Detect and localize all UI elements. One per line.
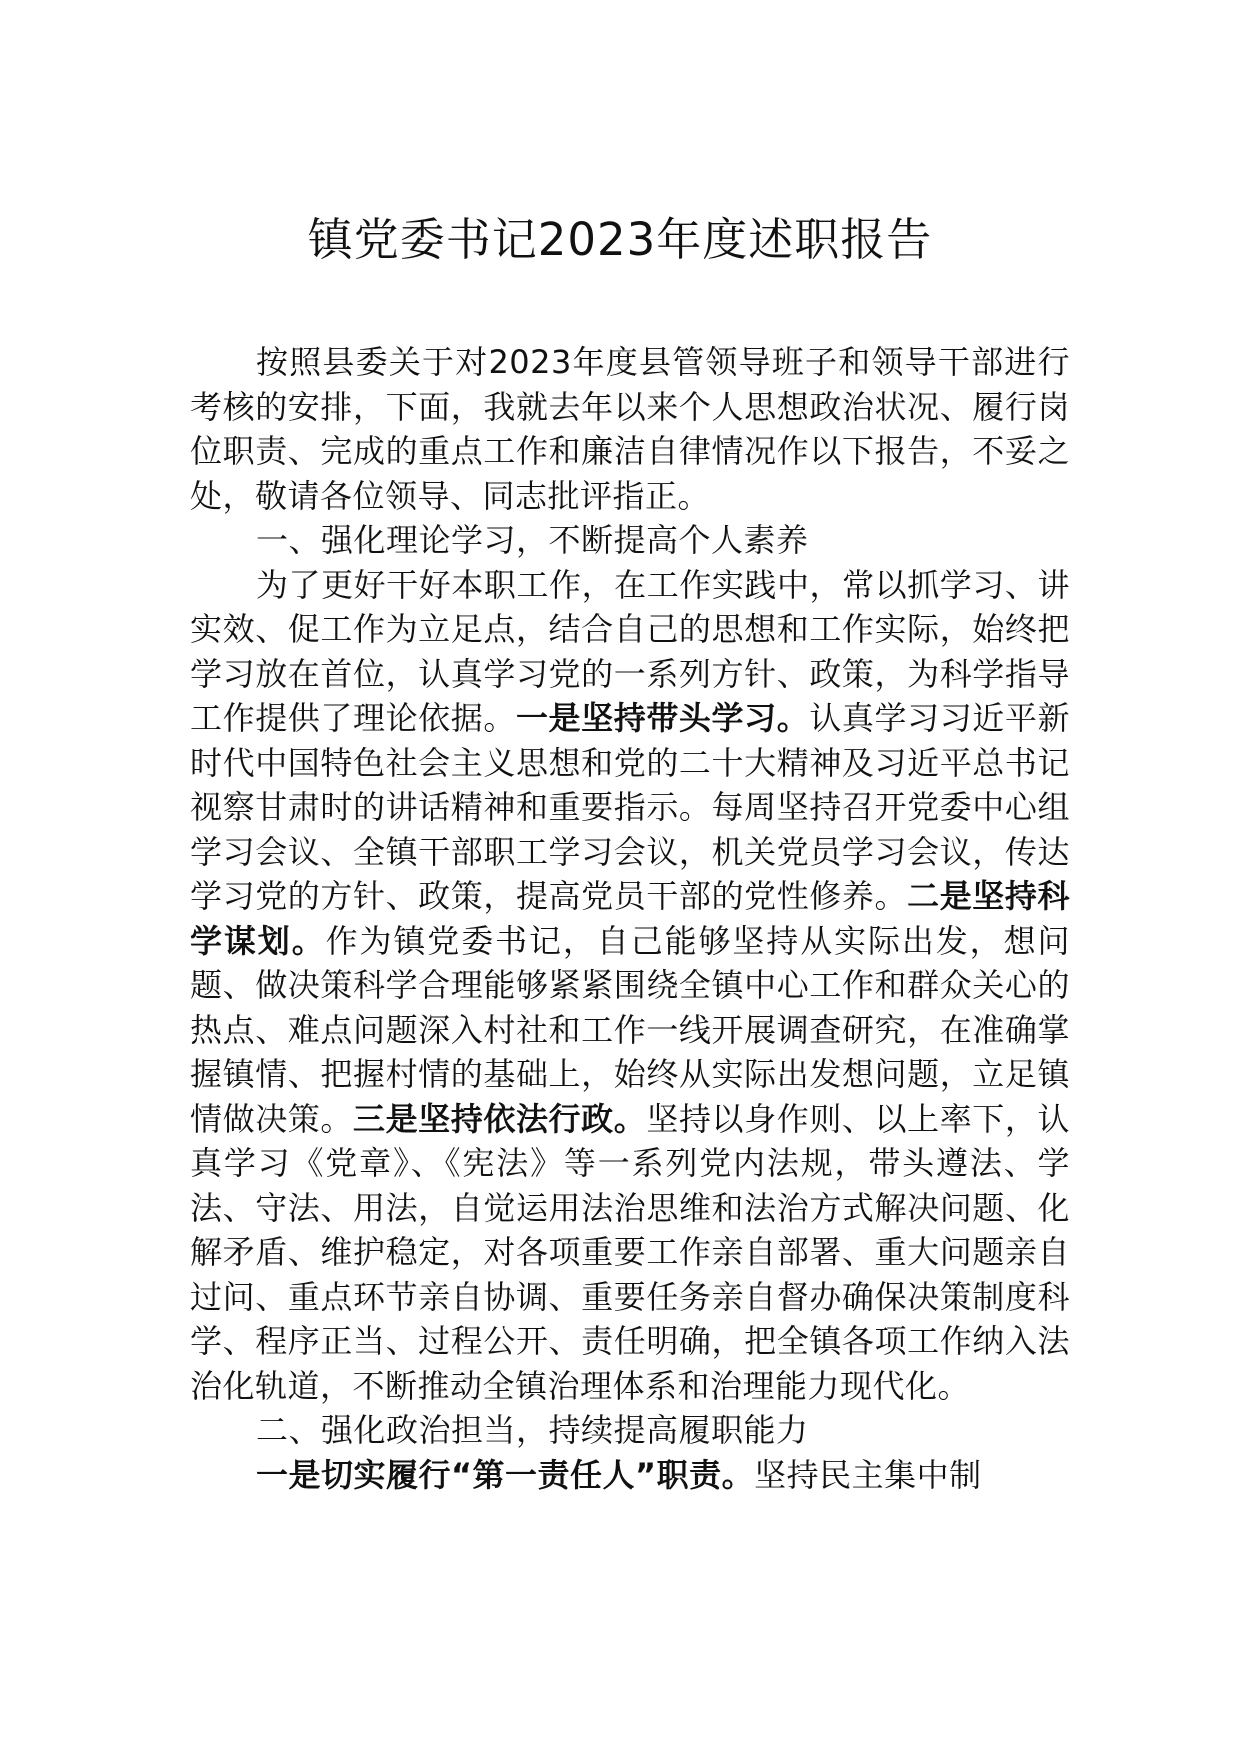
document-body xyxy=(190,340,1070,1497)
point-3-bold: 三是坚持依法行政。 xyxy=(352,1099,647,1138)
point-2-bold: 二是坚持科学谋划。 xyxy=(190,877,1070,960)
section-2-paragraph xyxy=(190,1453,1070,1498)
point-2-text: 作为镇党委书记，自己能够坚持从实际出发，想问题、做决策科学合理能够紧紧围绕全镇中心工作和群众关心的热点、难点问题深入村社和工作一线开展调查研究，在准确掌握镇情、把握村情的基础上，始终从实际出发想问题，立足镇情做决策。 xyxy=(190,921,1070,1138)
point-1-text: 认真学习习近平新时代中国特色社会主义思想和党的二十大精神及习近平总书记视察甘肃时的讲话精神和重要指示。每周坚持召开党委中心组学习会议、全镇干部职工学习会议，机关党员学习会议，传达学习党的方针、政策，提高党员干部的党性修养。 xyxy=(190,699,1070,915)
opening-paragraph: 按照县委关于对2023年度县管领导班子和领导干部进行考核的安排，下面，我就去年以来个人思想政治状况、履行岗位职责、完成的重点工作和廉洁自律情况作以下报告，不妥之处，敬请各位领导、同志批评指正。 xyxy=(190,343,1070,515)
section-2-point-1-bold: 一是切实履行“第一责任人”职责。 xyxy=(256,1455,755,1494)
point-1-bold: 一是坚持带头学习。 xyxy=(515,699,810,737)
section-heading-2: 二、强化政治担当，持续提高履职能力 xyxy=(256,1411,809,1449)
section-heading-1: 一、强化理论学习，不断提高个人素养 xyxy=(256,521,809,559)
section-1-intro: 为了更好干好本职工作，在工作实践中，常以抓学习、讲实效、促工作为立足点，结合自己的思想和工作实际，始终把学习放在首位，认真学习党的一系列方针、政策，为科学指导工作提供了理论依据。 xyxy=(190,565,1070,737)
section-1-paragraph xyxy=(190,563,1070,1409)
point-3-text: 坚持以身作则、以上率下，认真学习《党章》、《宪法》等一系列党内法规，带头遵法、学法、守法、用法，自觉运用法治思维和法治方式解决问题、化解矛盾、维护稳定，对各项重要工作亲自部署、重大问题亲自过问、重点环节亲自协调、重要任务亲自督办确保决策制度科学、程序正当、过程公开、责任明确，把全镇各项工作纳入法治化轨道，不断推动全镇治理体系和治理能力现代化。 xyxy=(190,1099,1070,1405)
section-2-point-1-text: 坚持民主集中制 xyxy=(754,1455,982,1494)
document-title: 镇党委书记2023年度述职报告 xyxy=(307,213,933,266)
